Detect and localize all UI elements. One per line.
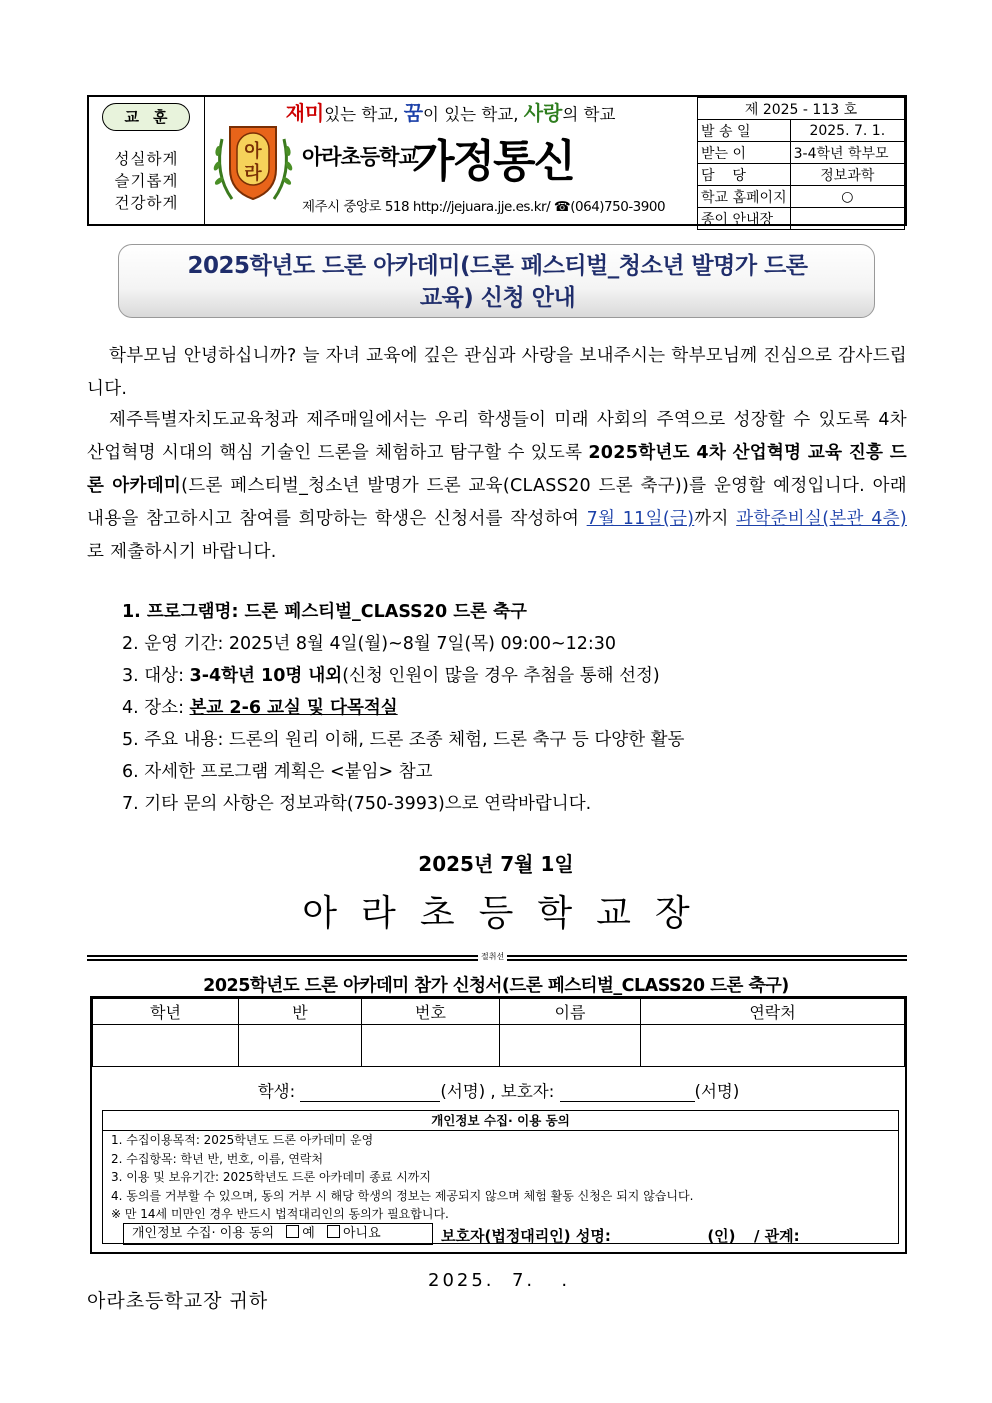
consent-item: 3. 이용 및 보유기간: 2025학년도 드론 아카데미 종료 시까지 bbox=[111, 1170, 431, 1184]
guardian-sign-line[interactable] bbox=[560, 1101, 695, 1102]
form-title: 2025학년도 드론 아카데미 참가 신청서(드론 페스티벌_CLASS20 드론 축구) bbox=[203, 976, 789, 996]
body-text: (드론 페스티벌_청소년 발명가 드론 교육(CLASS20 드론 축구))를 운영할 예정입니다. 아래 내용을 참고하시고 참여를 희망하는 학생은 신청서를 작성하여 bbox=[87, 476, 908, 529]
guardian-name-label: 보호자(법정대리인) 성명: bbox=[441, 1227, 611, 1245]
body-text: 까지 bbox=[694, 509, 737, 529]
agree-yes-label: 예 bbox=[302, 1226, 315, 1241]
consent-item: 1. 수집이용목적: 2025학년도 드론 아카데미 운영 bbox=[111, 1133, 374, 1147]
consent-agree-box bbox=[123, 1223, 433, 1245]
homepage-label: 학교 홈페이지 bbox=[698, 186, 791, 208]
list-text: (신청 인원이 많을 경우 추첨을 통해 선정) bbox=[342, 666, 660, 686]
privacy-consent-box bbox=[102, 1110, 899, 1244]
slogan-word: 사랑 bbox=[523, 101, 563, 125]
list-item: 5. 주요 내용: 드론의 원리 이해, 드론 조종 체험, 드론 축구 등 다양한 활동 bbox=[122, 730, 685, 750]
send-date: 2025. 7. 1. bbox=[790, 120, 904, 142]
school-logo-icon bbox=[210, 119, 296, 205]
list-item bbox=[122, 692, 684, 724]
student-sign-line[interactable] bbox=[300, 1101, 440, 1102]
motto-line: 슬기롭게 bbox=[114, 172, 179, 190]
page-title bbox=[119, 250, 876, 314]
agree-no-checkbox[interactable] bbox=[327, 1225, 340, 1238]
list-label: 4. 장소: bbox=[122, 698, 190, 718]
newsletter-name: 가정통신 bbox=[412, 136, 575, 187]
details-list bbox=[122, 596, 684, 820]
col-header-contact: 연락처 bbox=[641, 999, 905, 1025]
principal-signature: 아라초등학교장 bbox=[302, 893, 714, 934]
application-form bbox=[90, 996, 907, 1254]
consent-item: 2. 수집항목: 학년 반, 번호, 이름, 연락처 bbox=[111, 1151, 324, 1166]
col-header-class: 반 bbox=[239, 999, 362, 1025]
paper-label: 종이 안내장 bbox=[698, 208, 791, 230]
slogan-text: 이 있는 학교, bbox=[423, 105, 524, 124]
consent-title: 개인정보 수집· 이용 동의 bbox=[103, 1111, 898, 1131]
list-item bbox=[122, 660, 684, 692]
sign-label: (서명) bbox=[694, 1082, 740, 1101]
contact-cell[interactable] bbox=[641, 1025, 905, 1067]
col-header-grade: 학년 bbox=[93, 999, 239, 1025]
name-cell[interactable] bbox=[500, 1025, 641, 1067]
logo-text: 라 bbox=[244, 163, 262, 184]
motto-badge: 교훈 bbox=[102, 103, 190, 131]
sign-label: (서명) bbox=[440, 1082, 486, 1101]
col-header-name: 이름 bbox=[500, 999, 641, 1025]
class-cell[interactable] bbox=[239, 1025, 362, 1067]
target-bold: 3-4학년 10명 내외 bbox=[189, 666, 343, 686]
send-date-label: 발 송 일 bbox=[698, 120, 791, 142]
main-paragraph bbox=[87, 404, 907, 569]
list-item: 2. 운영 기간: 2025년 8월 4일(월)~8월 7일(목) 09:00~12:30 bbox=[122, 634, 617, 654]
slogan-text: 의 학교 bbox=[562, 105, 616, 124]
cut-line-label: 절취선 bbox=[478, 951, 507, 962]
guardian-name-row bbox=[441, 1225, 800, 1246]
guardian-sign-label: , 보호자: bbox=[485, 1082, 555, 1101]
consent-items bbox=[111, 1131, 693, 1224]
seal-label: (인) bbox=[707, 1227, 736, 1245]
newsletter-header bbox=[87, 95, 907, 226]
recipient: 3-4학년 학부모 bbox=[790, 142, 904, 164]
slogan-word: 재미 bbox=[285, 101, 325, 125]
grade-cell[interactable] bbox=[93, 1025, 239, 1067]
logo-text: 아 bbox=[244, 141, 262, 162]
slogan-text: 있는 학교, bbox=[324, 105, 404, 124]
consent-item: 4. 동의를 거부할 수 있으며, 동의 거부 시 해당 학생의 정보는 제공되지 않으며 체험 활동 신청은 되지 않습니다. bbox=[111, 1188, 694, 1203]
list-item: 7. 기타 문의 사항은 정보과학(750-3993)으로 연락바랍니다. bbox=[122, 794, 592, 814]
location-underlined: 본교 2-6 교실 및 다목적실 bbox=[189, 698, 398, 718]
relation-label: / 관계: bbox=[753, 1227, 800, 1245]
issue-number: 제 2025 - 113 호 bbox=[698, 98, 905, 120]
agree-yes-checkbox[interactable] bbox=[286, 1225, 299, 1238]
program-name-bold: 2025학년도 4차 산업혁명 교육 진흥 드론 아카데미 bbox=[87, 443, 907, 496]
title-box bbox=[118, 244, 875, 318]
signature-row bbox=[92, 1078, 905, 1102]
agree-label: 개인정보 수집· 이용 동의 bbox=[132, 1226, 275, 1241]
slogan-word: 꿈 bbox=[403, 101, 424, 125]
number-cell[interactable] bbox=[362, 1025, 500, 1067]
col-header-number: 번호 bbox=[362, 999, 500, 1025]
motto-line: 건강하게 bbox=[114, 194, 179, 212]
student-sign-label: 학생: bbox=[257, 1082, 296, 1101]
motto-column bbox=[89, 97, 205, 224]
body-text: 로 제출하시기 바랍니다. bbox=[87, 542, 277, 562]
agree-no-label: 아니요 bbox=[342, 1226, 381, 1241]
list-label: 3. 대상: bbox=[122, 666, 190, 686]
paper-mark bbox=[790, 208, 904, 230]
form-addressee: 아라초등학교장 귀하 bbox=[87, 1290, 269, 1312]
greeting-paragraph bbox=[87, 340, 907, 406]
recipient-label: 받는 이 bbox=[698, 142, 791, 164]
staff-label: 담 당 bbox=[698, 164, 791, 186]
consent-item: ※ 만 14세 미만인 경우 반드시 법적대리인의 동의가 필요합니다. bbox=[111, 1207, 449, 1221]
school-name: 아라초등학교 bbox=[302, 145, 418, 169]
school-brand bbox=[204, 97, 697, 224]
staff: 정보과학 bbox=[790, 164, 904, 186]
form-date: 2025. 7. . bbox=[428, 1270, 571, 1291]
greeting-text: 학부모님 안녕하십니까? 늘 자녀 교육에 깊은 관심과 사랑을 보내주시는 학부모님께 진심으로 감사드립니다. bbox=[87, 346, 907, 399]
issue-date: 2025년 7월 1일 bbox=[418, 852, 574, 876]
list-item: 1. 프로그램명: 드론 페스티벌_CLASS20 드론 축구 bbox=[122, 602, 527, 622]
title-line: 2025학년도 드론 아카데미(드론 페스티벌_청소년 발명가 드론 bbox=[187, 253, 808, 279]
title-line: 교육) 신청 안내 bbox=[419, 285, 576, 311]
homepage-mark: ○ bbox=[790, 186, 904, 208]
submission-place: 과학준비실(본관 4층) bbox=[736, 509, 907, 529]
school-address: 제주시 중앙로 518 http://jejuara.jje.es.kr/ ☎(064)750-3900 bbox=[302, 199, 666, 215]
deadline-date: 7월 11일(금) bbox=[586, 509, 695, 529]
body-text: 제주특별자치도교육청과 제주매일에서는 우리 학생들이 미래 사회의 주역으로 성장할 수 있도록 4차 산업혁명 시대의 핵심 기술인 드론을 체험하고 탐구할 수 있도록 bbox=[87, 410, 907, 463]
issue-info bbox=[697, 97, 905, 228]
list-item: 6. 자세한 프로그램 계획은 <붙임> 참고 bbox=[122, 762, 433, 782]
motto-line: 성실하게 bbox=[114, 150, 179, 168]
